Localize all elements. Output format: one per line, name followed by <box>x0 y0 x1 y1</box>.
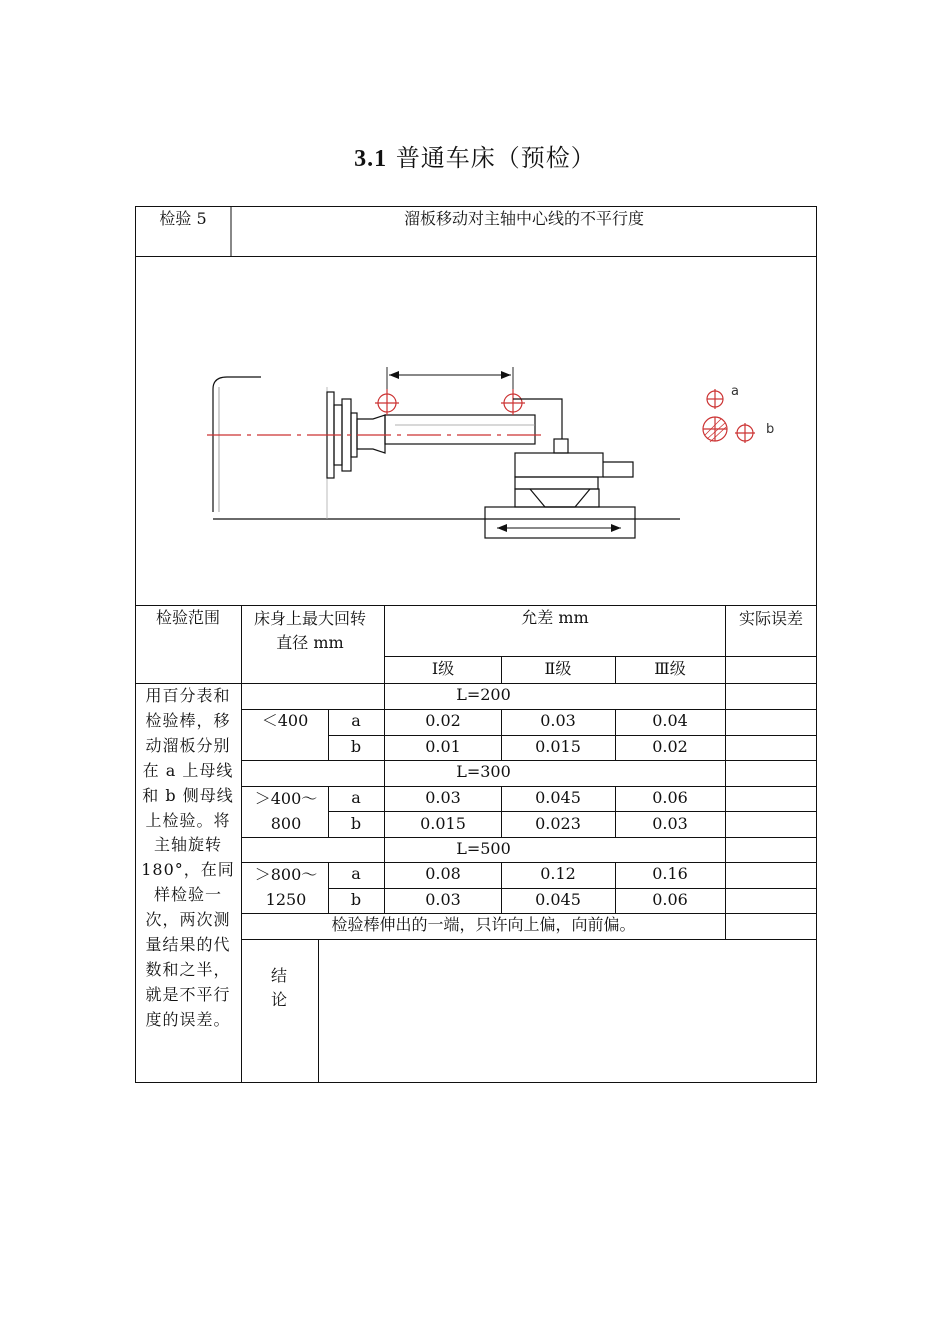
conclusion-label: 结论 <box>270 966 287 1009</box>
pos-a: a <box>351 711 361 730</box>
title-number: 3.1 <box>354 146 388 172</box>
pos-b: b <box>350 890 362 909</box>
col-range: 检验范围 <box>155 608 220 627</box>
col-diameter: 床身上最大回转直径 mm <box>253 609 366 652</box>
tol-g2: 0.12 <box>540 864 576 883</box>
inspection-sheet <box>135 206 817 1083</box>
headstock-outline <box>213 377 261 512</box>
carriage-top <box>515 453 603 477</box>
note-row: 检验棒伸出的一端，只许向上偏，向前偏。 <box>331 915 636 934</box>
tol-g2: 0.015 <box>535 737 581 756</box>
tol-g1: 0.01 <box>425 737 461 756</box>
diameter-range-1: ＜400 <box>261 711 309 730</box>
col-grade-2: Ⅱ级 <box>544 659 572 678</box>
tol-g1: 0.02 <box>425 711 461 730</box>
length-l300: L=300 <box>456 762 511 781</box>
pos-b: b <box>350 737 362 756</box>
pos-a: a <box>351 864 361 883</box>
tol-g3: 0.06 <box>652 788 688 807</box>
page-title <box>0 138 950 173</box>
tol-g3: 0.02 <box>652 737 688 756</box>
title-text: 普通车床（预检） <box>395 144 596 172</box>
col-actual: 实际误差 <box>738 609 803 628</box>
lathe-diagram <box>135 257 817 606</box>
tol-g3: 0.16 <box>652 864 688 883</box>
tol-g3: 0.03 <box>652 814 688 833</box>
length-l200: L=200 <box>456 685 511 704</box>
col-grade-1: Ⅰ级 <box>431 659 455 678</box>
tol-g3: 0.06 <box>652 890 688 909</box>
tol-g3: 0.04 <box>652 711 688 730</box>
tol-g2: 0.023 <box>535 814 581 833</box>
tol-g2: 0.03 <box>540 711 576 730</box>
method-description: 用百分表和检验棒，移动溜板分别在 a 上母线和 b 侧母线上检验。将主轴旋转 180°，在同样检验一次，两次测量结果的代数和之半，就是不平行度的误差。 <box>141 686 235 1029</box>
tol-g1: 0.08 <box>425 864 461 883</box>
pos-b: b <box>350 814 362 833</box>
inspection-name: 溜板移动对主轴中心线的不平行度 <box>403 209 644 228</box>
saddle <box>485 507 635 538</box>
tol-g1: 0.015 <box>420 814 466 833</box>
col-tolerance: 允差 mm <box>521 608 589 627</box>
tol-g2: 0.045 <box>535 788 581 807</box>
inspection-item: 检验 5 <box>159 209 207 228</box>
spindle-nose <box>357 415 385 453</box>
pos-a: a <box>351 788 361 807</box>
indicator-arm <box>513 399 562 439</box>
col-grade-3: Ⅲ级 <box>654 659 686 678</box>
label-b: b <box>766 422 775 437</box>
tol-g1: 0.03 <box>425 890 461 909</box>
label-a: a <box>731 384 739 399</box>
diameter-range-3: ＞800～1250 <box>254 865 318 909</box>
tol-g2: 0.045 <box>535 890 581 909</box>
tol-g1: 0.03 <box>425 788 461 807</box>
length-l500: L=500 <box>456 839 511 858</box>
test-bar <box>385 415 535 444</box>
diameter-range-2: ＞400～800 <box>254 789 318 833</box>
